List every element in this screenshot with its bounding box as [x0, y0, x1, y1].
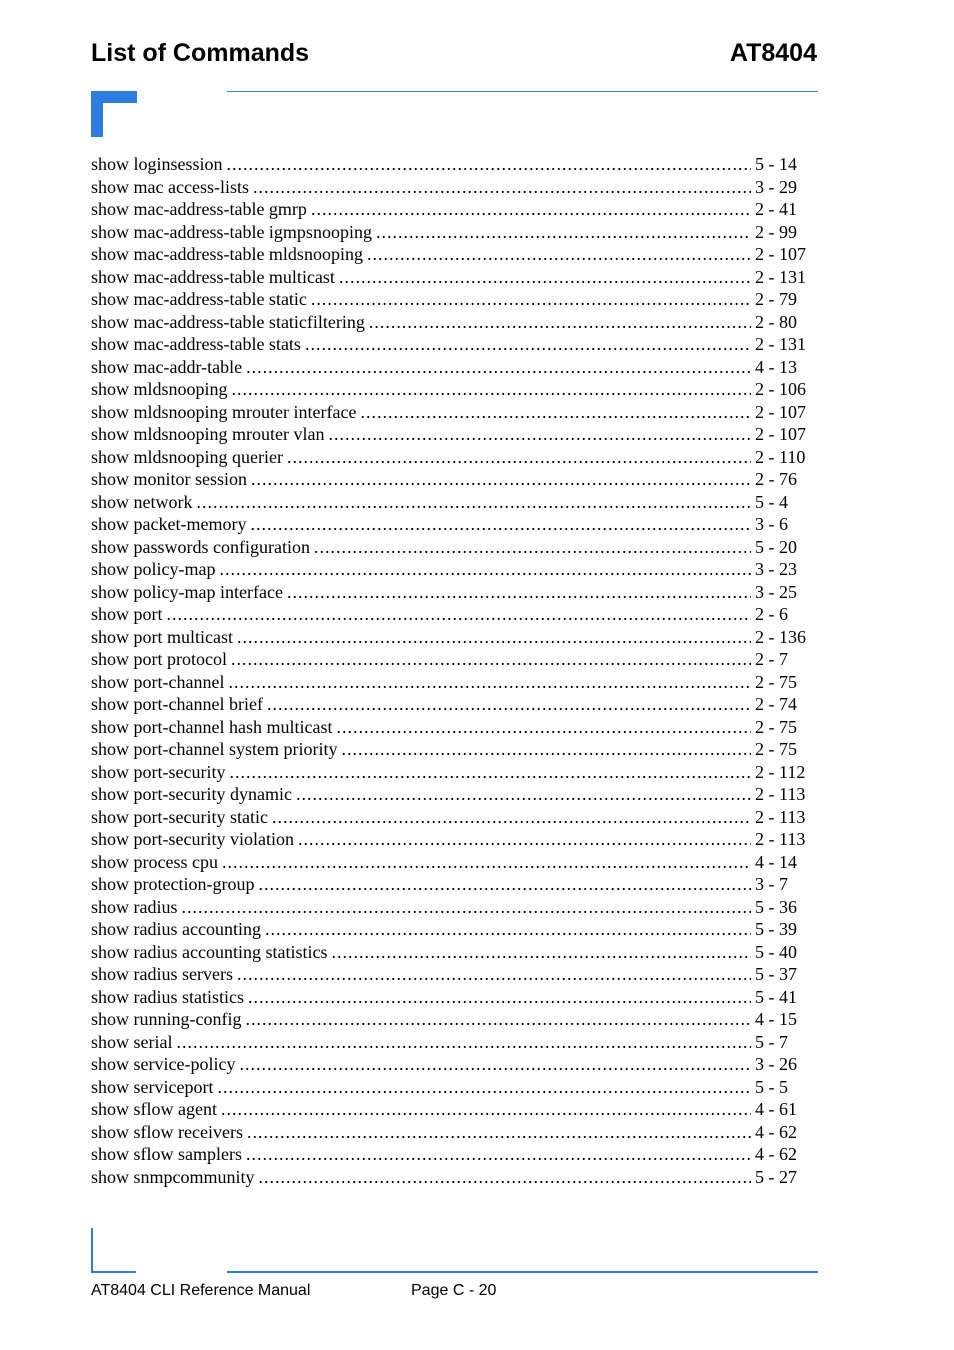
index-entry — [91, 536, 813, 559]
index-entry — [91, 648, 813, 671]
index-entry-command: show running-config — [91, 1009, 242, 1029]
index-entry-command: show mldsnooping — [91, 379, 228, 399]
index-entry — [91, 1121, 813, 1144]
index-entry — [91, 333, 813, 356]
index-entry-command: show port-channel system priority — [91, 739, 338, 759]
index-entry — [91, 716, 813, 739]
dot-leader — [197, 491, 752, 514]
index-entry — [91, 603, 813, 626]
index-entry-page: 5 - 39 — [755, 919, 797, 939]
index-entry-page: 5 - 7 — [755, 1031, 788, 1052]
dot-leader — [305, 333, 751, 356]
index-entry — [91, 783, 813, 806]
dot-leader — [227, 153, 751, 176]
index-entry-command: show radius accounting — [91, 919, 261, 939]
index-entry-command: show network — [91, 491, 193, 512]
index-entry-command: show mac-addr-table — [91, 356, 243, 377]
index-entry-command: show policy-map — [91, 559, 216, 579]
command-index-list — [91, 153, 813, 1188]
index-entry-page: 2 - 74 — [755, 694, 797, 714]
dot-leader — [259, 1166, 751, 1189]
dot-leader — [287, 446, 751, 469]
dot-leader — [176, 1031, 751, 1054]
index-entry-command: show serviceport — [91, 1076, 214, 1097]
index-entry-page: 3 - 6 — [755, 514, 788, 534]
index-entry-page: 3 - 29 — [755, 176, 797, 197]
dot-leader — [314, 536, 751, 559]
footer-corner-mark-base — [91, 1271, 136, 1273]
index-entry-command: show mac-address-table static — [91, 289, 307, 309]
index-entry-page: 2 - 113 — [755, 829, 806, 849]
index-entry-command: show monitor session — [91, 469, 248, 489]
index-entry — [91, 738, 813, 761]
index-entry — [91, 558, 813, 581]
index-entry — [91, 671, 813, 694]
index-entry — [91, 266, 813, 289]
index-entry-command: show policy-map interface — [91, 581, 283, 602]
index-entry — [91, 918, 813, 941]
index-entry-command: show loginsession — [91, 154, 223, 174]
index-entry-page: 2 - 131 — [755, 266, 806, 287]
dot-leader — [246, 356, 751, 379]
index-entry-page: 4 - 15 — [755, 1009, 797, 1029]
index-entry-command: show port-channel hash multicast — [91, 716, 333, 737]
index-entry — [91, 243, 813, 266]
index-entry-page: 2 - 7 — [755, 649, 788, 669]
dot-leader — [336, 716, 751, 739]
dot-leader — [229, 761, 751, 784]
dot-leader — [298, 828, 751, 851]
index-entry-command: show port-security violation — [91, 829, 294, 849]
index-entry-command: show radius servers — [91, 964, 233, 984]
index-entry-command: show mldsnooping mrouter interface — [91, 401, 357, 422]
index-entry-page: 2 - 76 — [755, 469, 797, 489]
dot-leader — [217, 1076, 751, 1099]
index-entry-command: show mac-address-table mldsnooping — [91, 244, 363, 264]
dot-leader — [221, 1098, 751, 1121]
index-entry-command: show snmpcommunity — [91, 1166, 255, 1187]
index-entry — [91, 491, 813, 514]
index-entry-command: show port-security — [91, 761, 226, 782]
index-entry-command: show port — [91, 604, 163, 624]
index-entry-page: 4 - 13 — [755, 356, 797, 377]
index-entry-page: 2 - 107 — [755, 401, 806, 422]
index-entry-page: 4 - 62 — [755, 1144, 797, 1164]
index-entry-page: 2 - 131 — [755, 334, 806, 354]
dot-leader — [239, 1053, 751, 1076]
index-entry-page: 5 - 41 — [755, 986, 797, 1007]
footer-page-number: Page C - 20 — [411, 1282, 497, 1299]
index-entry-command: show mldsnooping querier — [91, 446, 283, 467]
index-entry — [91, 378, 813, 401]
dot-leader — [228, 671, 751, 694]
index-entry-command: show mac-address-table staticfiltering — [91, 311, 365, 332]
index-entry-command: show port-security static — [91, 806, 268, 827]
index-entry — [91, 176, 813, 199]
dot-leader — [182, 896, 752, 919]
index-entry-command: show mac-address-table stats — [91, 334, 301, 354]
index-entry-command: show packet-memory — [91, 514, 247, 534]
index-entry-page: 3 - 7 — [755, 874, 788, 894]
index-entry-page: 2 - 6 — [755, 604, 788, 624]
dot-leader — [341, 738, 751, 761]
index-entry-page: 2 - 113 — [755, 784, 806, 804]
index-entry — [91, 356, 813, 379]
index-entry-command: show port-channel brief — [91, 694, 263, 714]
product-name: AT8404 — [729, 39, 817, 67]
index-entry-page: 5 - 4 — [755, 491, 788, 512]
index-entry-command: show sflow receivers — [91, 1121, 243, 1142]
index-entry-page: 5 - 5 — [755, 1076, 788, 1097]
dot-leader — [167, 603, 752, 626]
index-entry-command: show service-policy — [91, 1054, 236, 1074]
dot-leader — [272, 806, 751, 829]
header-corner-mark — [91, 91, 137, 137]
index-entry — [91, 873, 813, 896]
index-entry — [91, 1098, 813, 1121]
index-entry — [91, 311, 813, 334]
index-entry — [91, 626, 813, 649]
index-entry — [91, 761, 813, 784]
index-entry — [91, 446, 813, 469]
index-entry — [91, 468, 813, 491]
index-entry-page: 4 - 62 — [755, 1121, 797, 1142]
dot-leader — [331, 941, 751, 964]
index-entry-page: 2 - 106 — [755, 379, 806, 399]
dot-leader — [311, 198, 751, 221]
dot-leader — [232, 378, 751, 401]
index-entry-page: 5 - 37 — [755, 964, 797, 984]
index-entry — [91, 963, 813, 986]
index-entry-page: 4 - 14 — [755, 851, 797, 872]
index-entry — [91, 1076, 813, 1099]
index-entry-command: show radius — [91, 896, 178, 917]
index-entry — [91, 806, 813, 829]
index-entry-command: show port-security dynamic — [91, 784, 292, 804]
index-entry-command: show port-channel — [91, 671, 225, 692]
index-entry — [91, 513, 813, 536]
dot-leader — [250, 513, 751, 536]
index-entry — [91, 896, 813, 919]
dot-leader — [258, 873, 751, 896]
index-entry — [91, 693, 813, 716]
index-entry — [91, 153, 813, 176]
index-entry-page: 5 - 36 — [755, 896, 797, 917]
dot-leader — [328, 423, 751, 446]
index-entry-command: show process cpu — [91, 851, 218, 872]
footer-corner-mark — [91, 1228, 93, 1273]
index-entry-command: show mac-address-table igmpsnooping — [91, 221, 372, 242]
index-entry — [91, 1031, 813, 1054]
index-entry — [91, 941, 813, 964]
index-entry-command: show serial — [91, 1031, 173, 1052]
index-entry — [91, 828, 813, 851]
index-entry-command: show mac-address-table multicast — [91, 266, 335, 287]
index-entry — [91, 581, 813, 604]
index-entry-page: 5 - 14 — [755, 154, 797, 174]
index-entry — [91, 288, 813, 311]
dot-leader — [248, 986, 751, 1009]
dot-leader — [237, 626, 751, 649]
index-entry-page: 3 - 23 — [755, 559, 797, 579]
index-entry-page: 2 - 79 — [755, 289, 797, 309]
index-entry-page: 2 - 75 — [755, 739, 797, 759]
index-entry-page: 2 - 107 — [755, 244, 806, 264]
index-entry-page: 2 - 113 — [755, 806, 806, 827]
index-entry — [91, 851, 813, 874]
index-entry-page: 2 - 99 — [755, 221, 797, 242]
index-entry-page: 3 - 26 — [755, 1054, 797, 1074]
index-entry-page: 2 - 80 — [755, 311, 797, 332]
index-entry-page: 2 - 112 — [755, 761, 806, 782]
index-entry — [91, 1053, 813, 1076]
index-entry-page: 2 - 41 — [755, 199, 797, 219]
dot-leader — [367, 243, 751, 266]
index-entry — [91, 1166, 813, 1189]
dot-leader — [245, 1008, 751, 1031]
index-entry-command: show radius accounting statistics — [91, 941, 328, 962]
index-entry-command: show radius statistics — [91, 986, 244, 1007]
dot-leader — [376, 221, 751, 244]
header-rule — [227, 91, 818, 92]
dot-leader — [265, 918, 751, 941]
index-entry-command: show port protocol — [91, 649, 227, 669]
index-entry-command: show sflow agent — [91, 1099, 217, 1119]
dot-leader — [246, 1143, 751, 1166]
index-entry-command: show port multicast — [91, 626, 233, 647]
index-entry-command: show mldsnooping mrouter vlan — [91, 424, 325, 444]
dot-leader — [219, 558, 751, 581]
dot-leader — [296, 783, 751, 806]
index-entry — [91, 401, 813, 424]
dot-leader — [339, 266, 751, 289]
index-entry-page: 2 - 136 — [755, 626, 806, 647]
dot-leader — [253, 176, 751, 199]
dot-leader — [222, 851, 751, 874]
dot-leader — [231, 648, 751, 671]
index-entry-command: show mac access-lists — [91, 176, 249, 197]
index-entry-page: 2 - 110 — [755, 446, 806, 467]
footer-rule — [227, 1271, 818, 1273]
index-entry-page: 2 - 107 — [755, 424, 806, 444]
dot-leader — [247, 1121, 751, 1144]
dot-leader — [237, 963, 751, 986]
index-entry-command: show sflow samplers — [91, 1144, 242, 1164]
index-entry — [91, 1008, 813, 1031]
index-entry — [91, 198, 813, 221]
index-entry-page: 4 - 61 — [755, 1099, 797, 1119]
footer-manual-title: AT8404 CLI Reference Manual — [91, 1282, 311, 1299]
index-entry-page: 5 - 20 — [755, 536, 797, 557]
index-entry-command: show mac-address-table gmrp — [91, 199, 307, 219]
index-entry-page: 5 - 40 — [755, 941, 797, 962]
index-entry-page: 2 - 75 — [755, 716, 797, 737]
index-entry-page: 5 - 27 — [755, 1166, 797, 1187]
index-entry-command: show passwords configuration — [91, 536, 310, 557]
dot-leader — [267, 693, 751, 716]
index-entry-command: show protection-group — [91, 874, 255, 894]
dot-leader — [311, 288, 751, 311]
index-entry — [91, 986, 813, 1009]
index-entry — [91, 1143, 813, 1166]
index-entry-page: 2 - 75 — [755, 671, 797, 692]
index-entry-page: 3 - 25 — [755, 581, 797, 602]
index-entry — [91, 423, 813, 446]
dot-leader — [369, 311, 751, 334]
index-entry — [91, 221, 813, 244]
dot-leader — [287, 581, 751, 604]
dot-leader — [360, 401, 751, 424]
dot-leader — [251, 468, 751, 491]
page-title: List of Commands — [91, 39, 310, 67]
